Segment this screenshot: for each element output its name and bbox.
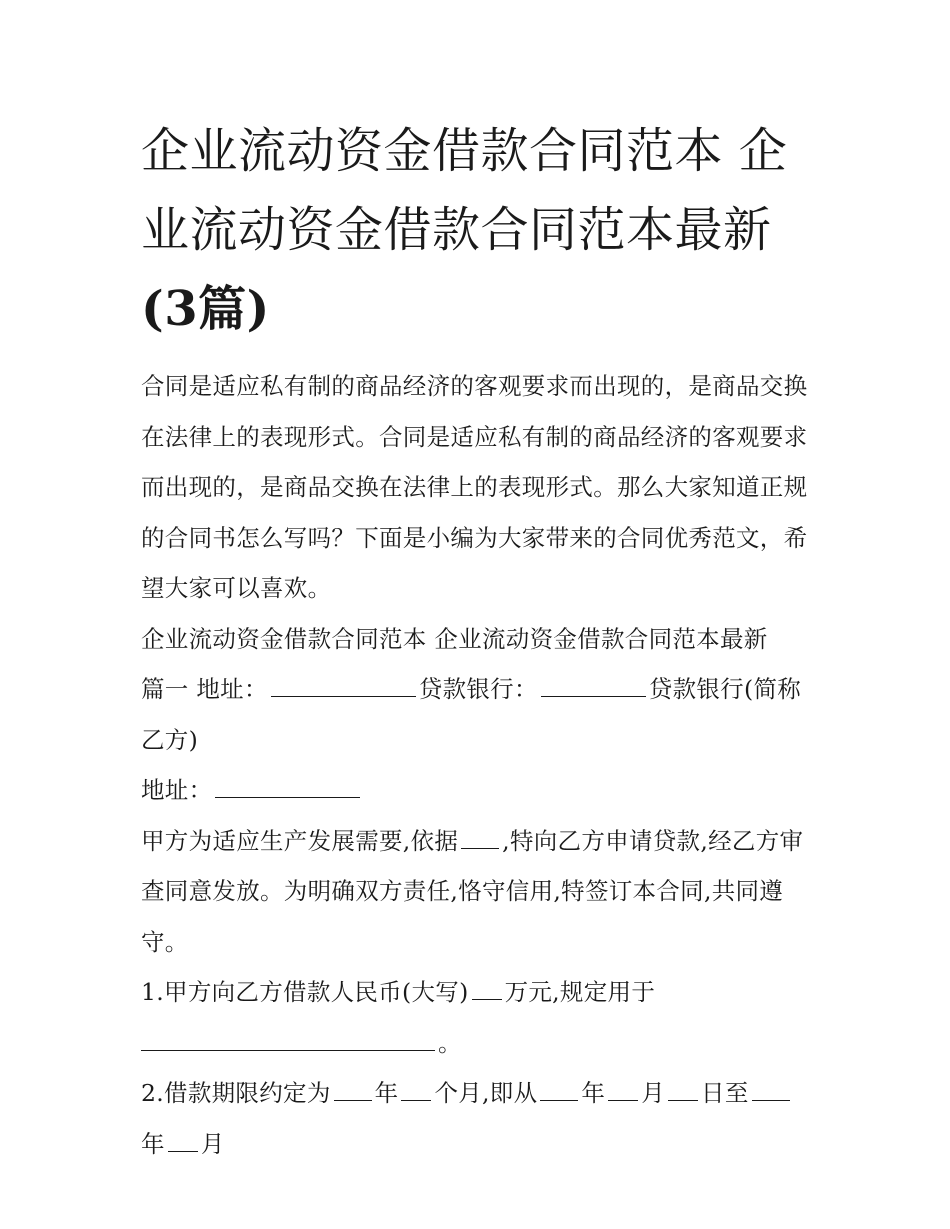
address-line-party-a bbox=[141, 664, 811, 765]
start-month-blank bbox=[608, 1078, 638, 1101]
application-text-1: 甲方为适应生产发展需要,依据 bbox=[141, 826, 459, 855]
clause-1-text-1: 1.甲方向乙方借款人民币(大写) bbox=[141, 978, 469, 1006]
purpose-blank bbox=[141, 1028, 435, 1051]
address-label-b: 地址： bbox=[141, 776, 213, 804]
clause-2-month-2: 月 bbox=[200, 1129, 225, 1158]
term-years-blank bbox=[334, 1078, 372, 1101]
address-label: 篇一 地址： bbox=[141, 675, 268, 703]
clause-2 bbox=[141, 1068, 811, 1169]
start-day-blank bbox=[668, 1078, 698, 1101]
clause-2-year-2: 年 bbox=[581, 1079, 606, 1107]
clause-2-month-1: 月 bbox=[641, 1079, 666, 1107]
clause-1-text-3: 。 bbox=[438, 1028, 462, 1057]
document-page bbox=[141, 112, 811, 1169]
lender-blank bbox=[541, 674, 646, 697]
document-body bbox=[141, 361, 811, 1169]
clause-2-text-2: 个月,即从 bbox=[434, 1079, 538, 1107]
application-text-2: ,特向乙方申请贷款,经乙方审查同意发放。为明确双方责任,恪守信用,特签订本合同,共同遵守。 bbox=[141, 826, 804, 956]
clause-1-text-2: 万元,规定用于 bbox=[504, 978, 656, 1006]
title-main: 企业流动资金借款合同范本 企业流动资金借款合同范本最新 bbox=[141, 123, 788, 258]
start-year-blank bbox=[540, 1078, 578, 1101]
clause-2-year-3: 年 bbox=[141, 1129, 165, 1158]
application-paragraph bbox=[141, 816, 811, 968]
basis-blank bbox=[461, 826, 499, 849]
clause-1 bbox=[141, 967, 811, 1068]
address-blank bbox=[271, 674, 416, 697]
term-months-blank bbox=[401, 1078, 431, 1101]
address-blank-b bbox=[215, 775, 360, 798]
title-suffix: (3篇) bbox=[141, 281, 270, 337]
clause-2-text-3: 日至 bbox=[701, 1079, 749, 1107]
section-heading: 企业流动资金借款合同范本 企业流动资金借款合同范本最新 bbox=[141, 624, 768, 653]
amount-blank bbox=[472, 977, 502, 1000]
end-month-blank bbox=[168, 1129, 198, 1152]
document-title bbox=[141, 112, 811, 349]
clause-2-year-1: 年 bbox=[374, 1079, 399, 1107]
lender-short-label: 贷款银行(简称乙方) bbox=[141, 675, 802, 754]
lender-label: 贷款银行： bbox=[418, 675, 538, 703]
address-line-party-b bbox=[141, 765, 811, 816]
clause-2-text-1: 2.借款期限约定为 bbox=[141, 1079, 331, 1107]
end-year-blank bbox=[752, 1078, 790, 1101]
intro-paragraph: 合同是适应私有制的商品经济的客观要求而出现的，是商品交换在法律上的表现形式。合同是适应私有制的商品经济的客观要求而出现的，是商品交换在法律上的表现形式。那么大家知道正规的合同书怎么写吗？下面是小编为大家带来的合同优秀范文，希望大家可以喜欢。 bbox=[141, 372, 808, 602]
